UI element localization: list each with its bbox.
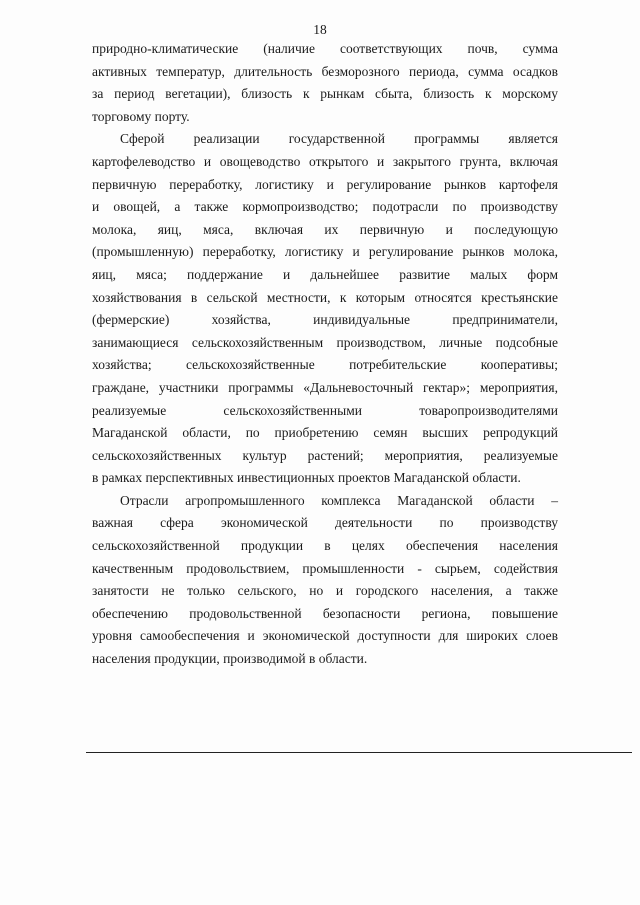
text-line: (фермерские) хозяйства, индивидуальные предприниматели, [92,312,558,328]
text-line: реализуемые сельскохозяйственными товаропроизводителями [92,402,558,418]
horizontal-rule [86,752,632,753]
text-line: торговому порту. [92,108,190,124]
text-line: в рамках перспективных инвестиционных проектов Магаданской области. [92,470,521,486]
text-line: природно-климатические (наличие соответствующих почв, сумма [92,41,558,56]
text-line: занятости не только сельского, но и городского населения, а также [92,583,558,599]
text-line: Отрасли агропромышленного комплекса Магаданской области – [120,492,558,508]
text-line: Сферой реализации государственной программы является [120,131,558,147]
text-line: активных температур, длительность безморозного периода, сумма осадков [92,63,558,79]
text-line: занимающиеся сельскохозяйственным производством, личные подсобные [92,334,558,350]
text-line: Магаданской области, по приобретению семян высших репродукций [92,425,558,441]
paragraph-2 [92,128,558,490]
paragraph-1 [92,38,558,128]
text-line: уровня самообеспечения и экономической доступности для широких слоев [92,628,558,644]
text-line: первичную переработку, логистику и регулирование рынков картофеля [92,176,558,192]
text-line: качественным продовольствием, промышленности - сырьем, содействия [92,560,558,576]
text-line: населения продукции, производимой в области. [92,651,368,667]
page-number: 18 [313,22,327,37]
text-line: важная сфера экономической деятельности по производству [92,515,558,531]
paragraph-3 [92,490,558,671]
text-line: хозяйствования в сельской местности, к которым относятся крестьянские [92,289,558,305]
text-line: хозяйства; сельскохозяйственные потребительские кооперативы; [92,357,558,373]
text-line: и овощей, а также кормопроизводство; подотрасли по производству [92,199,558,215]
text-line: яиц, мяса; поддержание и дальнейшее развитие малых форм [92,266,558,282]
text-line: (промышленную) переработку, логистику и регулирование рынков молока, [92,244,558,260]
text-line: за период вегетации), близость к рынкам сбыта, близость к морскому [92,86,558,102]
text-line: сельскохозяйственных культур растений; мероприятия, реализуемые [92,447,558,463]
text-line: сельскохозяйственной продукции в целях обеспечения населения [92,538,558,554]
text-line: картофелеводство и овощеводство открытого и закрытого грунта, включая [92,153,558,169]
text-line: обеспечению продовольственной безопасности региона, повышение [92,605,558,621]
text-line: молока, яиц, мяса, включая их первичную и последующую [92,221,558,237]
text-line: граждане, участники программы «Дальневосточный гектар»; мероприятия, [92,379,558,395]
body-text [92,38,558,671]
